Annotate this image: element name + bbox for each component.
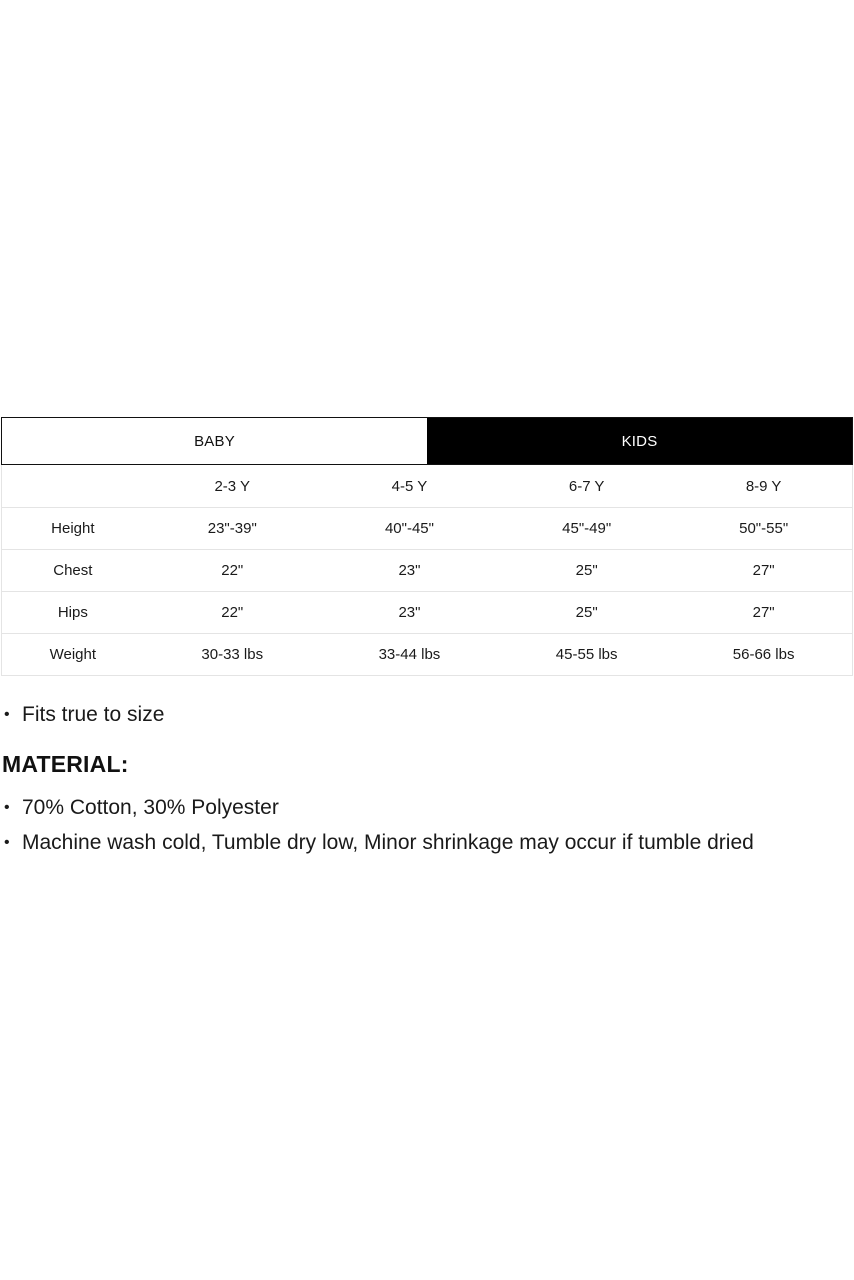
size-table xyxy=(1,465,853,676)
table-cell: 30-33 lbs xyxy=(144,634,321,676)
row-label: Chest xyxy=(2,550,144,592)
tab-baby[interactable]: BABY xyxy=(2,418,427,464)
material-list xyxy=(2,790,842,860)
table-cell: 22" xyxy=(144,550,321,592)
size-tabs xyxy=(1,417,853,465)
table-cell: 27" xyxy=(675,592,852,634)
table-cell: 33-44 lbs xyxy=(321,634,498,676)
fit-list xyxy=(2,697,842,732)
bullet-icon: • xyxy=(4,834,10,851)
row-label: Hips xyxy=(2,592,144,634)
header-cell-2-3y: 2-3 Y xyxy=(144,465,321,508)
row-label: Weight xyxy=(2,634,144,676)
list-item xyxy=(2,697,842,732)
bullet-icon: • xyxy=(4,799,10,816)
table-cell: 23" xyxy=(321,550,498,592)
bullet-icon: • xyxy=(4,706,10,723)
table-cell: 50"-55" xyxy=(675,508,852,550)
table-cell: 23"-39" xyxy=(144,508,321,550)
table-cell: 23" xyxy=(321,592,498,634)
header-cell-8-9y: 8-9 Y xyxy=(675,465,852,508)
product-notes xyxy=(2,697,842,860)
header-cell-6-7y: 6-7 Y xyxy=(498,465,675,508)
table-cell: 25" xyxy=(498,592,675,634)
row-label: Height xyxy=(2,508,144,550)
material-text: 70% Cotton, 30% Polyester xyxy=(22,796,279,819)
size-header-row xyxy=(2,465,853,508)
fit-text: Fits true to size xyxy=(22,703,165,726)
care-text: Machine wash cold, Tumble dry low, Minor shrinkage may occur if tumble dried xyxy=(22,831,754,854)
material-heading: MATERIAL: xyxy=(2,751,129,777)
header-cell-empty xyxy=(2,465,144,508)
table-cell: 27" xyxy=(675,550,852,592)
header-cell-4-5y: 4-5 Y xyxy=(321,465,498,508)
table-cell: 25" xyxy=(498,550,675,592)
table-cell: 56-66 lbs xyxy=(675,634,852,676)
table-row-hips xyxy=(2,592,853,634)
table-row-height xyxy=(2,508,853,550)
size-chart xyxy=(1,417,853,676)
table-cell: 45-55 lbs xyxy=(498,634,675,676)
table-row-chest xyxy=(2,550,853,592)
table-cell: 45"-49" xyxy=(498,508,675,550)
tab-kids[interactable]: KIDS xyxy=(427,418,852,464)
list-item xyxy=(2,790,842,825)
table-cell: 22" xyxy=(144,592,321,634)
table-cell: 40"-45" xyxy=(321,508,498,550)
table-row-weight xyxy=(2,634,853,676)
list-item xyxy=(2,825,842,860)
